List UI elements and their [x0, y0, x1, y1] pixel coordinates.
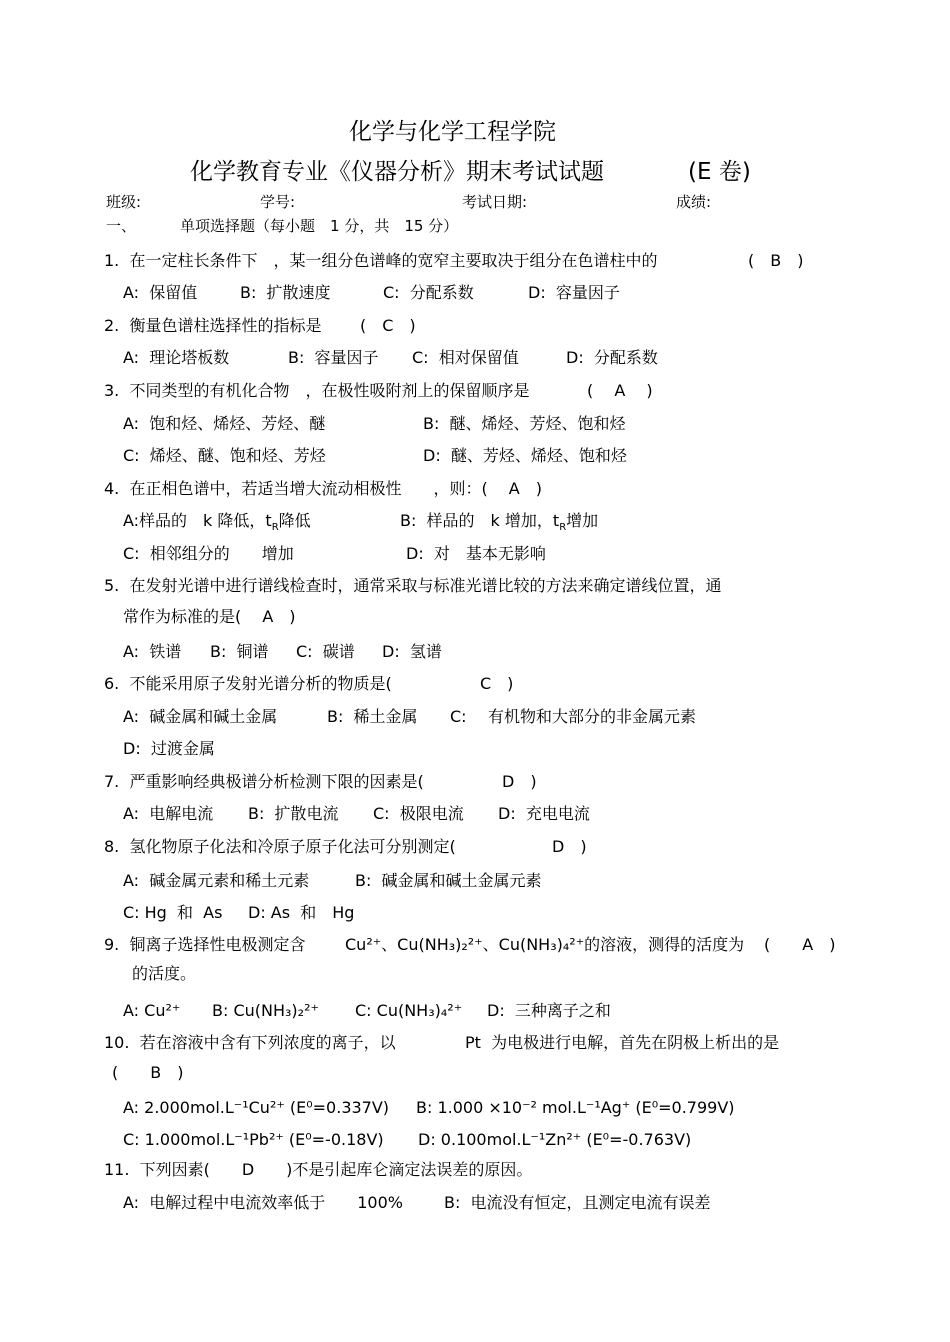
q6-option-c-text: 有机物和大部分的非金属元素: [488, 707, 697, 726]
section-title: 单项选择题（每小题 1 分，共 15 分）: [180, 217, 459, 235]
answer-7: D ): [502, 772, 537, 791]
q6-option-c: C:: [450, 707, 467, 726]
q6-option-a: A: 碱金属和碱土金属: [123, 707, 278, 726]
exam-subtitle: 化学教育专业《仪器分析》期末考试试题: [190, 159, 604, 185]
answer-9: ( A ): [764, 935, 836, 954]
q3-option-a: A: 饱和烃、烯烃、芳烃、醚: [123, 414, 326, 433]
q4-option-c: C: 相邻组分的 增加: [123, 544, 294, 563]
q9-option-d: D: 三种离子之和: [487, 1001, 611, 1020]
answer-10: ( B ): [112, 1063, 184, 1082]
q2-option-a: A: 理论塔板数: [123, 348, 230, 367]
q5-option-b: B: 铜谱: [210, 642, 269, 661]
q10-option-b: B: 1.000 ×10⁻² mol.L⁻¹Ag⁺ (E⁰=0.799V): [416, 1098, 735, 1117]
q9-option-b: B: Cu(NH₃)₂²⁺: [212, 1001, 319, 1020]
answer-1: ( B ): [748, 251, 804, 270]
question-3: 3. 不同类型的有机化合物 ，在极性吸附剂上的保留顺序是: [104, 381, 530, 400]
q1-option-b: B: 扩散速度: [240, 283, 331, 302]
q6-option-b: B: 稀土金属: [327, 707, 418, 726]
q11-option-a: A: 电解过程中电流效率低于 100%: [123, 1193, 403, 1212]
student-id-label: 学号:: [260, 193, 296, 211]
q3-option-c: C: 烯烃、醚、饱和烃、芳烃: [123, 446, 326, 465]
question-9: 9. 铜离子选择性电极测定含: [104, 935, 306, 954]
question-4: 4. 在正相色谱中，若适当增大流动相极性 ，则：( A ): [104, 479, 542, 498]
q1-option-a: A: 保留值: [123, 283, 198, 302]
q10-option-d: D: 0.100mol.L⁻¹Zn²⁺ (E⁰=-0.763V): [418, 1130, 692, 1149]
document-title: 化学与化学工程学院: [349, 119, 556, 145]
q6-option-d: D: 过渡金属: [123, 739, 215, 758]
question-2: 2. 衡量色谱柱选择性的指标是: [104, 316, 322, 335]
q3-option-b: B: 醚、烯烃、芳烃、饱和烃: [423, 414, 626, 433]
exam-date-label: 考试日期:: [462, 193, 528, 211]
answer-6: C ): [480, 674, 514, 693]
q5-option-d: D: 氢谱: [382, 642, 442, 661]
q8-option-c: C: Hg 和 As: [123, 903, 223, 922]
question-9-species: Cu²⁺、Cu(NH₃)₂²⁺、Cu(NH₃)₄²⁺的溶液，测得的活度为: [345, 935, 745, 954]
q8-option-d: D: As 和 Hg: [248, 903, 355, 922]
q10-option-a: A: 2.000mol.L⁻¹Cu²⁺ (E⁰=0.337V): [123, 1098, 390, 1117]
q2-option-d: D: 分配系数: [566, 348, 658, 367]
answer-3: ( A ): [587, 381, 653, 400]
score-label: 成绩:: [676, 193, 712, 211]
question-11: 11. 下列因素( D )不是引起库仑滴定法误差的原因。: [104, 1160, 533, 1179]
q5-option-c: C: 碳谱: [296, 642, 355, 661]
q7-option-c: C: 极限电流: [373, 804, 464, 823]
question-8: 8. 氢化物原子化法和冷原子原子化法可分别测定(: [104, 837, 456, 856]
q4-option-d: D: 对 基本无影响: [406, 544, 546, 563]
q8-option-a: A: 碱金属元素和稀土元素: [123, 871, 310, 890]
q2-option-b: B: 容量因子: [288, 348, 379, 367]
section-number: 一、: [106, 217, 137, 235]
q7-option-b: B: 扩散电流: [248, 804, 339, 823]
q7-option-d: D: 充电电流: [498, 804, 590, 823]
question-10: 10. 若在溶液中含有下列浓度的离子，以: [104, 1033, 396, 1052]
q1-option-d: D: 容量因子: [528, 283, 620, 302]
q2-option-c: C: 相对保留值: [412, 348, 519, 367]
q10-option-c: C: 1.000mol.L⁻¹Pb²⁺ (E⁰=-0.18V): [123, 1130, 384, 1149]
q3-option-d: D: 醚、芳烃、烯烃、饱和烃: [423, 446, 627, 465]
question-9-line-2: 的活度。: [132, 964, 197, 983]
answer-8: D ): [552, 837, 587, 856]
question-6: 6. 不能采用原子发射光谱分析的物质是(: [104, 674, 392, 693]
paper-label: (E 卷): [688, 159, 751, 185]
q7-option-a: A: 电解电流: [123, 804, 214, 823]
q11-option-b: B: 电流没有恒定，且测定电流有误差: [444, 1193, 711, 1212]
class-label: 班级:: [106, 193, 142, 211]
q9-option-c: C: Cu(NH₃)₄²⁺: [355, 1001, 463, 1020]
q1-option-c: C: 分配系数: [383, 283, 474, 302]
question-5-line-2: 常作为标准的是( A ): [123, 607, 296, 626]
q8-option-b: B: 碱金属和碱土金属元素: [355, 871, 542, 890]
question-10-electrode: Pt 为电极进行电解，首先在阴极上析出的是: [465, 1033, 780, 1052]
question-5-line-1: 5. 在发射光谱中进行谱线检查时，通常采取与标准光谱比较的方法来确定谱线位置，通: [104, 576, 722, 595]
question-1: 1. 在一定柱长条件下 ，某一组分色谱峰的宽窄主要取决于组分在色谱柱中的: [104, 251, 658, 270]
q9-option-a: A: Cu²⁺: [123, 1001, 181, 1020]
q4-option-b: B: 样品的 k 增加，$t_R$增加: [400, 511, 599, 534]
answer-2: ( C ): [360, 316, 416, 335]
q5-option-a: A: 铁谱: [123, 642, 182, 661]
q4-option-a: A:样品的 k 降低，$t_R$降低: [123, 511, 311, 534]
question-7: 7. 严重影响经典极谱分析检测下限的因素是(: [104, 772, 424, 791]
